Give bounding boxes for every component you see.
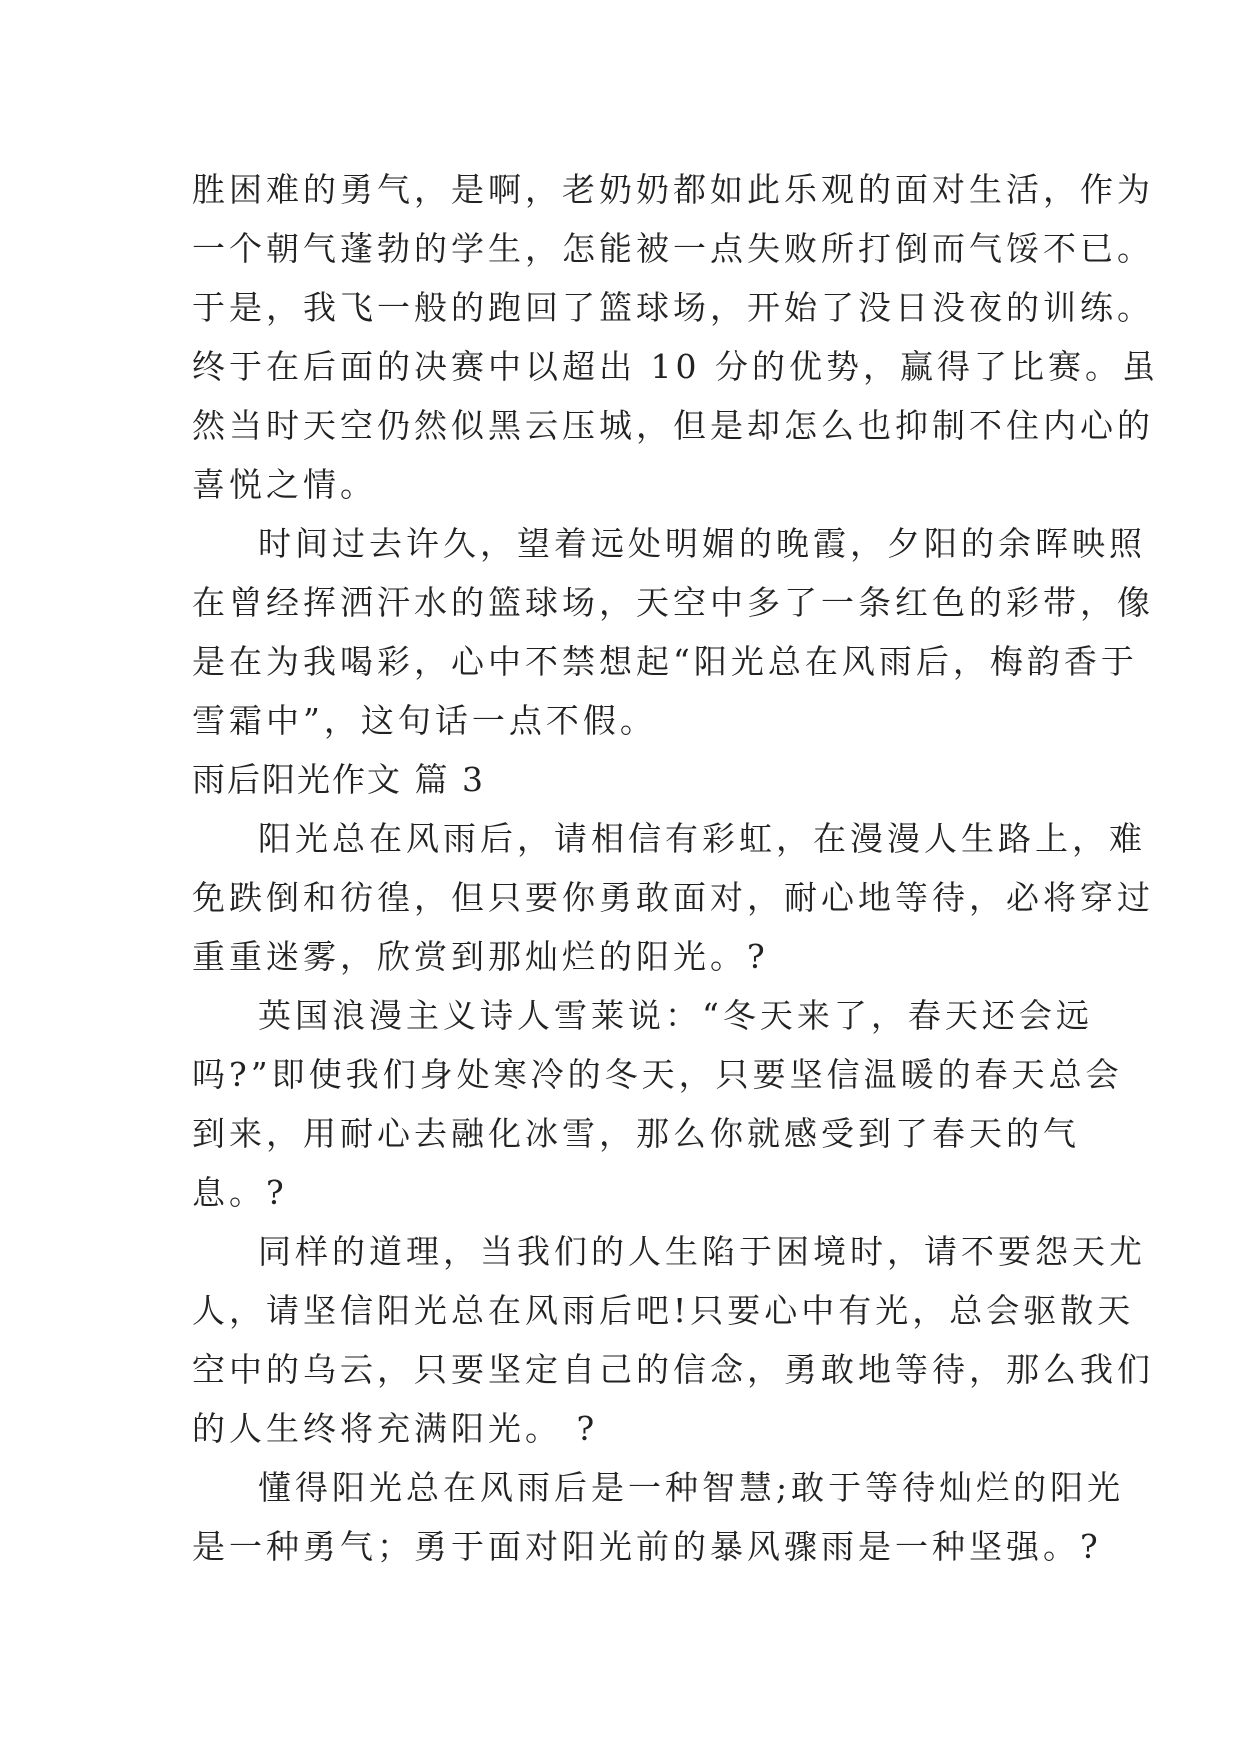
text-line: 喜悦之情。 (192, 465, 377, 504)
text-line: 同样的道理，当我们的人生陷于困境时，请不要怨天尤 (258, 1232, 1146, 1271)
text-line: 重重迷雾，欣赏到那灿烂的阳光。? (192, 937, 769, 976)
paragraph (192, 809, 1154, 986)
paragraph (192, 1222, 1154, 1458)
text-line: 人，请坚信阳光总在风雨后吧!只要心中有光，总会驱散天 (192, 1291, 1135, 1330)
text-line: 阳光总在风雨后，请相信有彩虹，在漫漫人生路上，难 (258, 819, 1146, 858)
text-line: 胜困难的勇气，是啊，老奶奶都如此乐观的面对生活，作为 (192, 170, 1154, 209)
text-line: 终于在后面的决赛中以超出 10 分的优势，赢得了比赛。虽 (192, 347, 1159, 386)
text-line: 是在为我喝彩，心中不禁想起“阳光总在风雨后，梅韵香于 (192, 642, 1138, 681)
text-line: 是一种勇气；勇于面对阳光前的暴风骤雨是一种坚强。? (192, 1527, 1102, 1566)
text-line: 空中的乌云，只要坚定自己的信念，勇敢地等待，那么我们 (192, 1350, 1154, 1389)
text-line: 的人生终将充满阳光。 ? (192, 1409, 599, 1448)
paragraph (192, 986, 1123, 1222)
paragraph (192, 514, 1154, 750)
paragraph-continuation (192, 160, 1159, 514)
text-line: 时间过去许久，望着远处明媚的晚霞，夕阳的余晖映照 (258, 524, 1146, 563)
text-line: 息。? (192, 1173, 288, 1212)
text-line: 然当时天空仍然似黑云压城，但是却怎么也抑制不住内心的 (192, 406, 1154, 445)
text-line: 懂得阳光总在风雨后是一种智慧;敢于等待灿烂的阳光 (258, 1468, 1125, 1507)
article-body (192, 160, 1159, 1576)
text-line: 雪霜中”，这句话一点不假。 (192, 701, 657, 740)
paragraph (192, 1458, 1125, 1576)
text-line: 于是，我飞一般的跑回了篮球场，开始了没日没夜的训练。 (192, 288, 1154, 327)
text-line: 免跌倒和彷徨，但只要你勇敢面对，耐心地等待，必将穿过 (192, 878, 1154, 917)
section-heading (192, 750, 1072, 809)
text-line: 在曾经挥洒汗水的篮球场，天空中多了一条红色的彩带，像 (192, 583, 1154, 622)
text-line: 到来，用耐心去融化冰雪，那么你就感受到了春天的气 (192, 1114, 1080, 1153)
text-line: 吗?”即使我们身处寒冷的冬天，只要坚信温暖的春天总会 (192, 1055, 1123, 1094)
text-line: 英国浪漫主义诗人雪莱说：“冬天来了，春天还会远 (258, 996, 1093, 1035)
heading-text: 雨后阳光作文 篇 3 (192, 760, 485, 799)
text-line: 一个朝气蓬勃的学生，怎能被一点失败所打倒而气馁不已。 (192, 229, 1154, 268)
